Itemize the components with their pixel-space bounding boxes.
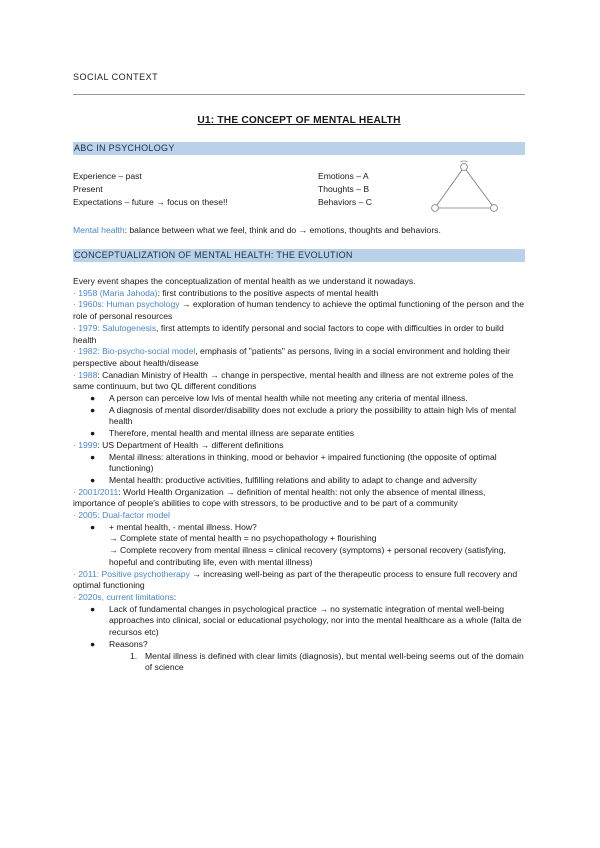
entry-text: : Canadian Ministry of Health → change in perspective, mental health and illness are not extreme poles of the same continuum, but two QL different conditions	[73, 369, 514, 392]
numbered-item	[73, 651, 528, 674]
bullet-icon: ●	[90, 638, 96, 649]
timeline-entry-2005: · 2005: Dual-factor model	[73, 510, 170, 521]
page-header: SOCIAL CONTEXT	[73, 72, 159, 82]
entry-label: · 1960s: Human psychology	[73, 299, 180, 310]
entry-label: · 1988	[73, 369, 98, 380]
abc-triangle-diagram	[428, 160, 500, 216]
section-heading-abc: ABC IN PSYCHOLOGY	[73, 142, 525, 155]
timeline-entry-1958	[73, 288, 528, 300]
definition-term: Mental health	[73, 225, 125, 235]
numbered-text: Mental illness is defined with clear limits (diagnosis), but mental well-being seems out of the domain of science	[145, 650, 524, 673]
bullet-text: Reasons?	[109, 638, 148, 649]
abc-right-line: Thoughts – B	[318, 184, 370, 194]
bullet-icon: ●	[90, 521, 96, 532]
timeline-entry-1999	[73, 440, 528, 452]
bullet-item	[73, 428, 528, 440]
entry-label: · 2020s, current limitations	[73, 591, 174, 602]
bullet-item	[73, 475, 528, 487]
bullet-text: Lack of fundamental changes in psychological practice → no systematic integration of mental well-being approaches into clinical, social or educational psychology, nor into the mental healthcare as a whole (falta de recursos etc)	[109, 603, 522, 638]
timeline-entry-2001-2011	[73, 487, 528, 510]
entry-text: , emphasis of "patients" as persons, living in a social environment and holding their perspective about health/disease	[73, 346, 510, 368]
mental-health-definition	[73, 225, 441, 236]
timeline-entry-1960s	[73, 299, 528, 322]
entry-text: → increasing well-being as part of the therapeutic process to ensure full recovery and optimal functioning	[73, 568, 518, 591]
section-heading-evolution: CONCEPTUALIZATION OF MENTAL HEALTH: THE EVOLUTION	[73, 249, 525, 262]
entry-text: → exploration of human tendency to achieve the optimal functioning of the person and the role of personal resources	[73, 299, 524, 322]
entry-text: : first contributions to the positive aspects of mental health	[157, 287, 379, 298]
bullet-text: Therefore, mental health and mental illness are separate entities	[109, 428, 355, 439]
page-title: U1: THE CONCEPT OF MENTAL HEALTH	[197, 115, 401, 126]
abc-right-line: Behaviors – C	[318, 197, 372, 207]
bullet-item	[73, 639, 528, 651]
timeline-entry-1988	[73, 370, 528, 393]
bullet-icon: ●	[90, 474, 96, 485]
entry-text: : US Department of Health → different definitions	[97, 439, 284, 450]
header-divider	[73, 94, 525, 95]
bullet-icon: ●	[90, 451, 96, 462]
bullet-text: A person can perceive low lvls of mental health while not meeting any criteria of mental illness.	[109, 393, 468, 404]
evolution-body	[73, 276, 528, 674]
entry-label: · 1979: Salutogenesis	[73, 322, 157, 333]
abc-left-line: Present	[73, 184, 103, 194]
entry-label: · 1999	[73, 439, 98, 450]
timeline-entry-2020s	[73, 592, 528, 604]
entry-label: · 2001/2011	[73, 486, 119, 497]
bullet-text: Mental health: productive activities, fulfilling relations and ability to adapt to change and adversity	[109, 474, 477, 485]
abc-left-line: Expectations – future → focus on these!!	[73, 197, 228, 207]
bullet-item	[73, 604, 528, 639]
definition-text: : balance between what we feel, think and do → emotions, thoughts and behaviors.	[124, 225, 441, 235]
entry-label: · 2011: Positive psychotherapy	[73, 568, 190, 579]
bullet-icon: ●	[90, 393, 96, 404]
entry-text: : World Health Organization → definition of mental health: not only the absence of mental illness, importance of people's abilities to cope with stressors, to be productive and to be part of a community	[73, 486, 486, 509]
abc-right-line: Emotions – A	[318, 171, 369, 181]
item-number: 1.	[130, 650, 138, 661]
bullet-icon: ●	[90, 428, 96, 439]
bullet-text: A diagnosis of mental disorder/disability does not exclude a priory the possibility to attain high lvls of mental health	[109, 404, 516, 427]
entry-text: , first attempts to identify personal and social factors to cope with difficulties in order to build health	[73, 322, 504, 345]
entry-label: · 1958 (Maria Jahoda)	[73, 287, 158, 298]
bullet-text: Mental illness: alterations in thinking, mood or behavior + impaired functioning (the opposite of optimal functioning)	[109, 451, 497, 474]
bullet-item	[73, 522, 528, 534]
abc-left-line: Experience – past	[73, 171, 142, 181]
bullet-continuation: → Complete recovery from mental illness = clinical recovery (symptoms) + personal recovery (satisfying, hopeful and contributing life, even with mental illness)	[109, 545, 506, 567]
intro-paragraph: Every event shapes the conceptualization of mental health as we understand it nowadays.	[73, 276, 416, 286]
bullet-item	[73, 452, 528, 475]
timeline-entry-1979	[73, 323, 528, 346]
bullet-text: + mental health, - mental illness. How?	[109, 521, 257, 532]
bullet-icon: ●	[90, 404, 96, 415]
bullet-item	[73, 393, 528, 405]
bullet-item	[73, 405, 528, 428]
timeline-entry-2011	[73, 569, 528, 592]
bullet-continuation: → Complete state of mental health = no psychopathology + flourishing	[109, 533, 377, 544]
entry-label: · 1982: Bio-psycho-social model	[73, 346, 196, 357]
bullet-icon: ●	[90, 603, 96, 614]
timeline-entry-1982	[73, 346, 528, 369]
entry-text: :	[173, 591, 177, 602]
